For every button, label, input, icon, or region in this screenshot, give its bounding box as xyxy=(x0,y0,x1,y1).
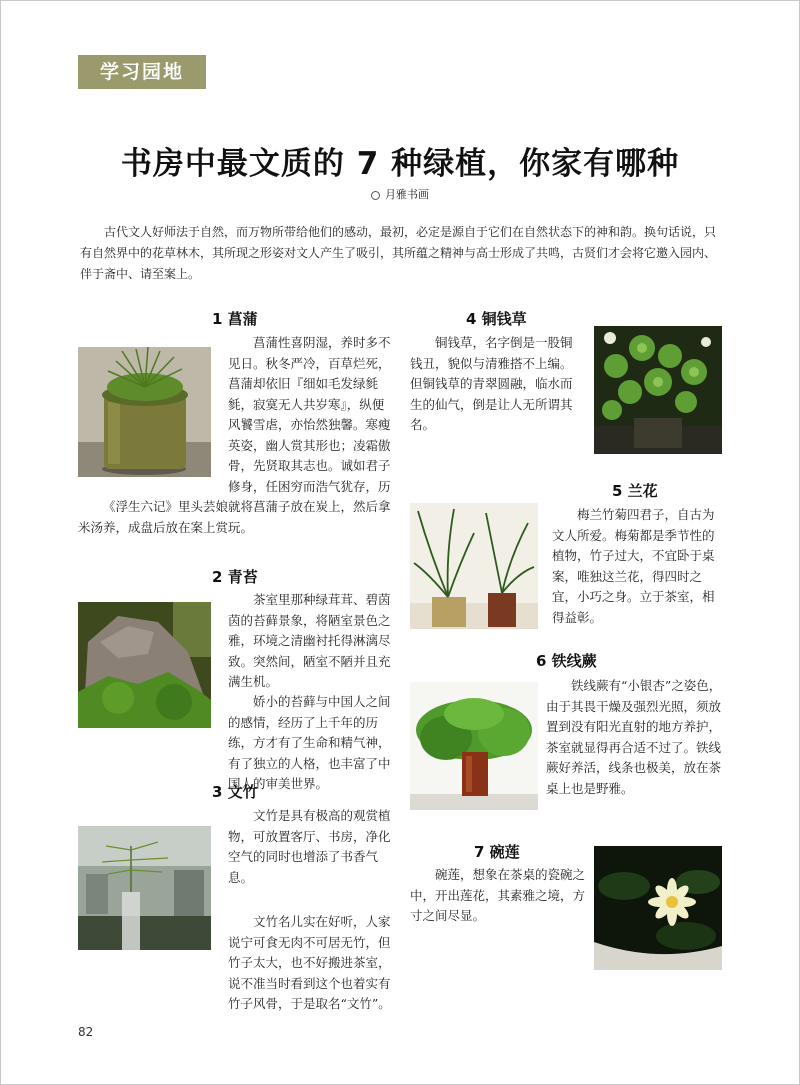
bowl-lotus-photo xyxy=(594,846,722,970)
section-7-text xyxy=(410,865,586,927)
section-tag: 学习园地 xyxy=(78,55,206,89)
calamus-photo xyxy=(78,347,211,477)
intro-paragraph: 古代文人好师法于自然，而万物所带给他们的感动，最初，必定是源自于它们在自然状态下的神和韵。换句话说，只有自然界中的花草林木，其所现之形姿对文人产生了吸引，其所蕴之精神与高士形成了共鸣，古贤们才会将它邀入园内、伴于斋中、请至案上。 xyxy=(80,225,717,281)
section-heading-6: 6 铁线蕨 xyxy=(536,652,597,670)
byline-author: 月雅书画 xyxy=(385,188,429,201)
section-6-text xyxy=(546,676,722,799)
section-3-paragraph-1: 文竹是具有极高的观赏植物，可放置客厅、书房，净化空气的同时也增添了书香气息。 xyxy=(228,808,391,885)
section-heading-5: 5 兰花 xyxy=(612,482,658,500)
section-1-paragraph-2: 《浮生六记》里头芸娘就将菖蒲子放在炭上，然后拿米汤养，成盘后放在案上赏玩。 xyxy=(78,499,391,535)
section-4-text xyxy=(410,333,584,436)
section-heading-1: 1 菖蒲 xyxy=(212,310,258,328)
section-heading-7: 7 碗莲 xyxy=(474,843,520,861)
section-3-paragraph-2: 文竹名儿实在好听，人家说宁可食无肉不可居无竹，但竹子太大，也不好搬进茶室，说不准当时看到这个也着实有竹子风骨，于是取名“文竹”。 xyxy=(228,914,391,1011)
section-2-paragraph-1: 茶室里那种绿茸茸、碧茵茵的苔藓景象，将陋室景色之雅，环境之清幽衬托得淋漓尽致。突然间，陋室不陋并且充满生机。 xyxy=(228,592,391,689)
maidenhair-fern-photo xyxy=(410,682,538,810)
page-title: 书房中最文质的 7 种绿植，你家有哪种 xyxy=(120,146,680,182)
section-4-paragraph-1: 铜钱草，名字倒是一股铜钱丑，貌似与清雅搭不上编。但铜钱草的青翠圆融，临水而生的仙气，倒是让人无所谓其名。 xyxy=(410,335,573,432)
section-1-text-full xyxy=(78,497,392,538)
section-heading-3: 3 文竹 xyxy=(212,783,258,801)
section-2-text-wrapped xyxy=(228,590,392,693)
section-5-paragraph-1: 梅兰竹菊四君子，自古为文人所爱。梅菊都是季节性的植物，竹子过大，不宜卧于桌案，唯独这兰花，得四时之宜，小巧之身。立于茶室，相得益彰。 xyxy=(552,507,715,625)
section-1-paragraph-1: 菖蒲性喜阴湿，养时多不见日。秋冬严冷，百草烂死，菖蒲却依旧『细如毛发绿毵毵，寂寞无人共岁寒』，纵便风饕雪虐，亦怡然独馨。寒瘦英姿，幽人赏其形也；凌霜傲骨，先贤取其志也。诚如君子修身，任困穷而浩气犹存，历 xyxy=(228,335,391,494)
circle-bullet-icon xyxy=(371,191,380,200)
section-7-paragraph-1: 碗莲，想象在茶桌的瓷碗之中，开出莲花，其素雅之境，方寸之间尽显。 xyxy=(410,867,586,923)
section-heading-4: 4 铜钱草 xyxy=(466,310,527,328)
section-3-text-wrapped xyxy=(228,806,392,888)
section-2-text-lower xyxy=(78,692,392,795)
section-2-paragraph-2: 娇小的苔藓与中国人之间的感情，经历了上千年的历练，方才有了生命和精气神，有了独立的人格，也丰富了中国人的审美世界。 xyxy=(228,694,391,791)
section-3-text-lower xyxy=(78,912,392,1015)
section-6-paragraph-1: 铁线蕨有“小银杏”之姿色，由于其畏干燥及强烈光照，须放置到没有阳光直射的地方养护，茶室就显得再合适不过了。铁线蕨好养活，线条也极美，放在茶桌上也是野雅。 xyxy=(546,678,722,796)
byline xyxy=(0,186,800,202)
pennywort-photo xyxy=(594,326,722,454)
section-5-text xyxy=(552,505,722,628)
page-number: 82 xyxy=(78,1025,94,1039)
section-1-text-wrapped xyxy=(228,333,392,497)
section-heading-2: 2 青苔 xyxy=(212,568,258,586)
orchid-photo xyxy=(410,503,538,629)
